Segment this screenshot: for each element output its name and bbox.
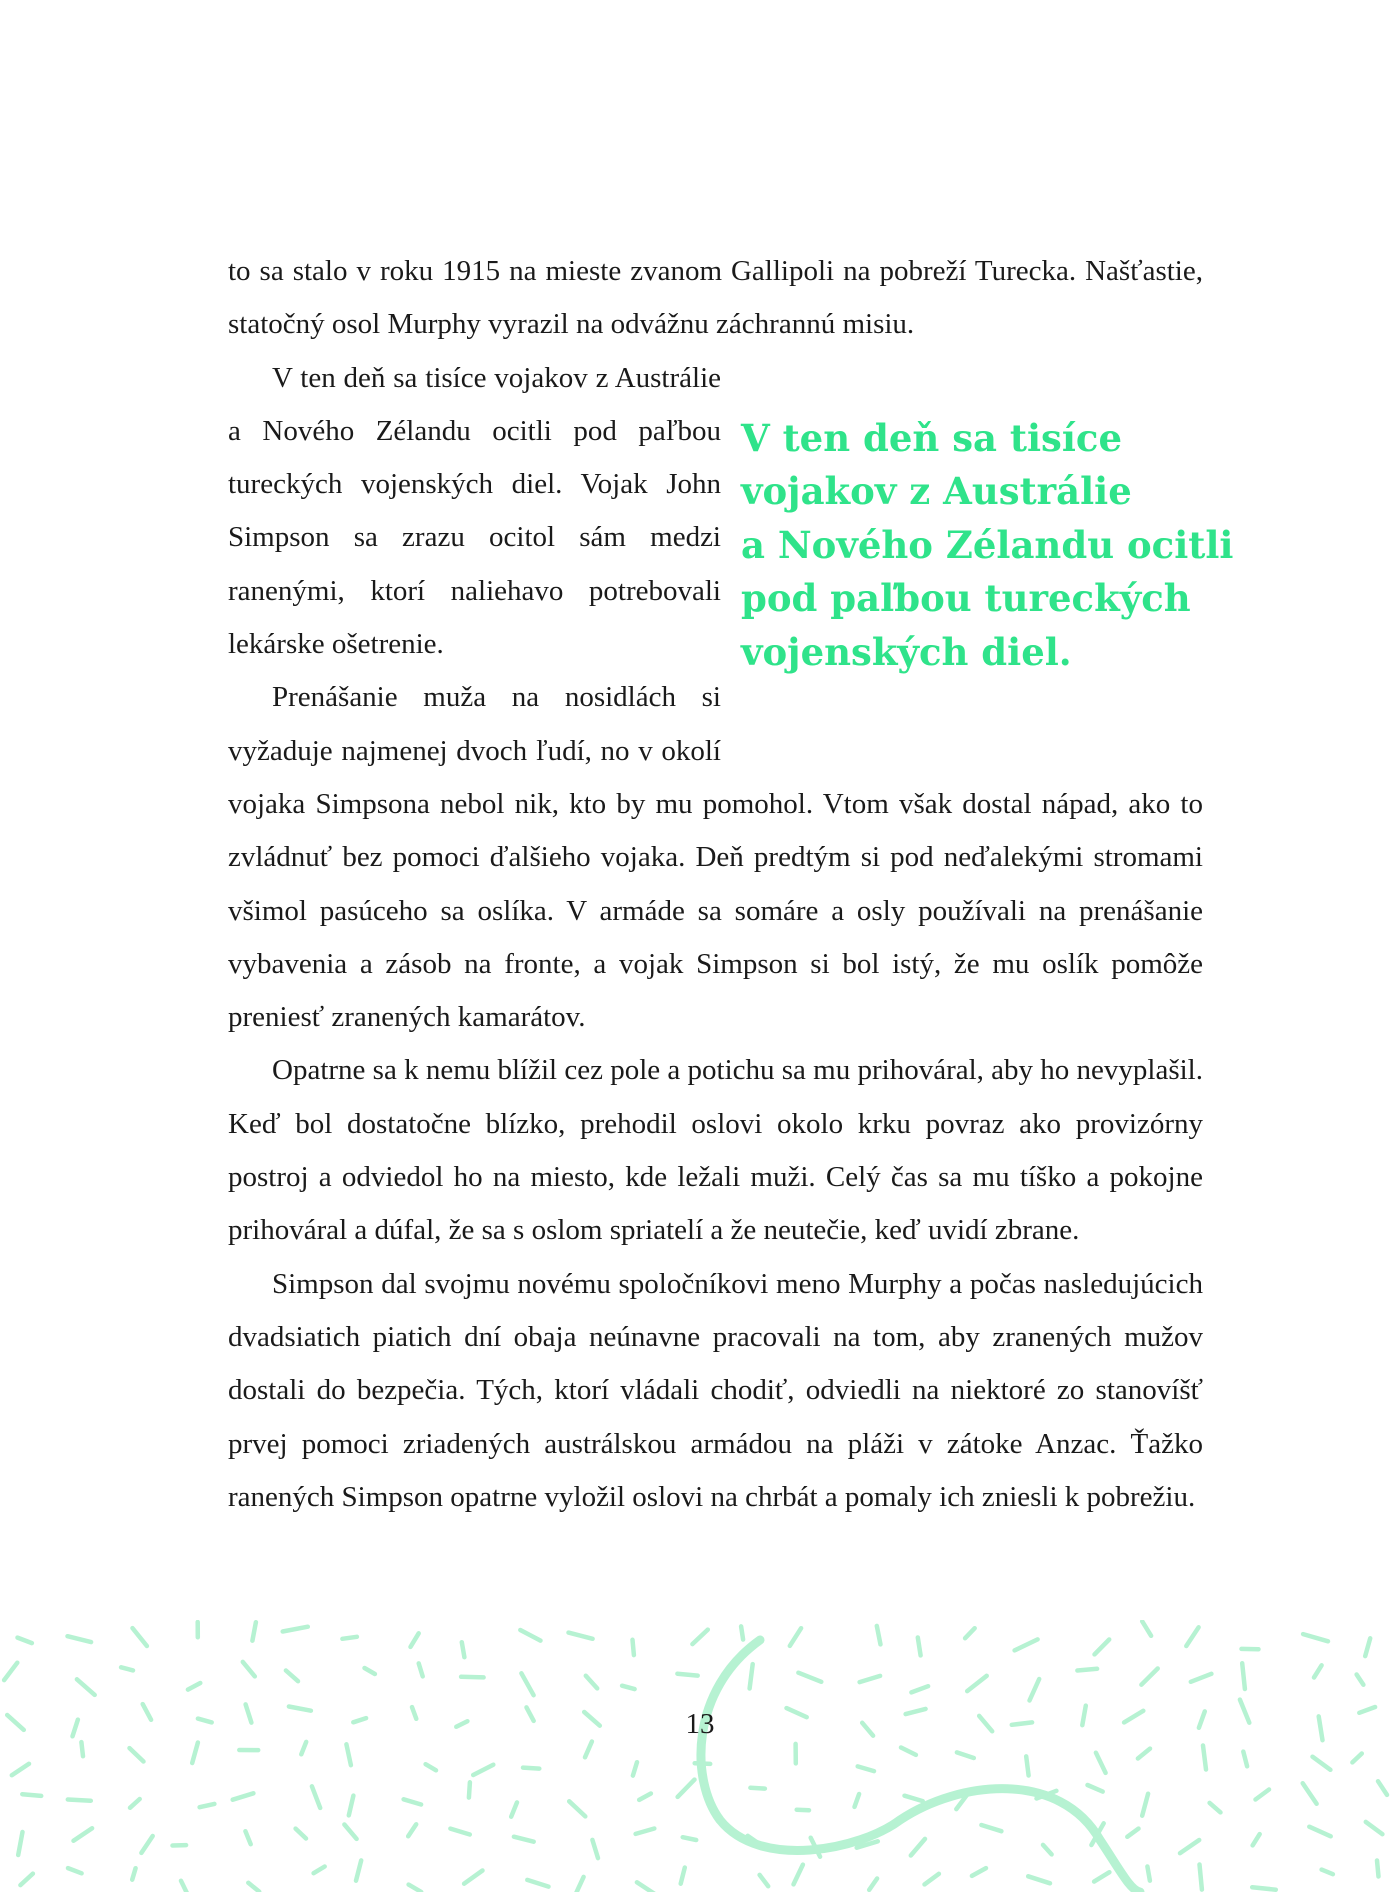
decorative-dash: [1028, 1876, 1050, 1883]
decorative-dash: [520, 1630, 540, 1641]
decorative-dash: [586, 1676, 597, 1689]
decorative-dash: [121, 1667, 133, 1670]
body-text: [228, 245, 1234, 1524]
decorative-dash: [901, 1748, 916, 1755]
decorative-dash: [192, 1743, 198, 1764]
decorative-dash: [346, 1744, 351, 1765]
decorative-dash: [408, 1824, 416, 1836]
decorative-dash: [972, 1868, 986, 1876]
decorative-dash: [741, 1626, 743, 1639]
decorative-dash: [569, 1633, 593, 1639]
decorative-dash: [132, 1868, 135, 1880]
decorative-dash: [925, 1874, 939, 1885]
decorative-dash: [683, 1837, 697, 1840]
decorative-dash: [130, 1748, 144, 1761]
decorative-dash: [344, 1825, 356, 1839]
decorative-dash: [81, 1742, 83, 1756]
decorative-dash: [1180, 1840, 1199, 1853]
decorative-dash: [855, 1794, 860, 1807]
pull-quote: [741, 352, 1234, 742]
decorative-dash: [1200, 1865, 1202, 1890]
decorative-dash: [1138, 1749, 1150, 1759]
decorative-dash: [860, 1676, 881, 1682]
decorative-dash: [68, 1868, 82, 1873]
decorative-dash: [1186, 1627, 1198, 1646]
decorative-dash: [141, 1836, 152, 1853]
decorative-dash: [1303, 1783, 1317, 1804]
pull-quote-line: a Nového Zélandu ocitli: [741, 522, 1234, 567]
decorative-dash: [760, 1875, 769, 1886]
decorative-dash: [798, 1673, 821, 1682]
decorative-dash: [296, 1829, 306, 1839]
decorative-dash: [252, 1622, 256, 1641]
decorative-dash: [301, 1742, 306, 1754]
decorative-dash: [1015, 1639, 1038, 1650]
decorative-dash: [523, 1768, 539, 1769]
decorative-dash: [464, 1871, 482, 1884]
decorative-dash: [283, 1627, 308, 1632]
decorative-dash: [622, 1686, 635, 1689]
decorative-dash: [314, 1867, 325, 1874]
decorative-dash: [342, 1637, 357, 1639]
decorative-dash: [633, 1640, 634, 1655]
decorative-dash: [233, 1793, 254, 1799]
decorative-dash: [473, 1765, 493, 1775]
decorative-dash: [678, 1780, 695, 1797]
decorative-dash: [181, 1881, 189, 1892]
decorative-dash: [1094, 1872, 1109, 1881]
pull-quote-line: V ten deň sa tisíce: [741, 415, 1122, 460]
decorative-dash: [981, 1825, 1001, 1831]
pull-quote-line: vojenských diel.: [741, 629, 1072, 674]
decorative-dash: [1077, 1669, 1097, 1671]
decorative-dash: [911, 1686, 928, 1692]
decorative-dash: [133, 1628, 147, 1646]
decorative-dash: [248, 1883, 259, 1892]
decorative-dash: [1095, 1640, 1110, 1655]
decorative-dash: [74, 1828, 93, 1841]
decorative-dash: [200, 1804, 215, 1807]
decorative-dash: [1026, 1756, 1028, 1775]
decorative-dash: [1309, 1827, 1330, 1837]
decorative-dash: [426, 1764, 436, 1770]
decorative-dash: [1096, 1753, 1106, 1773]
paragraph-1: to sa stalo v roku 1915 na mieste zvanom Gallipoli na pobreží Turecka. Našťastie, statočný osol Murphy vyrazil na odvážnu záchrannú misiu.: [228, 255, 1203, 341]
decorative-dash: [794, 1865, 803, 1885]
decorative-dash: [18, 1638, 32, 1644]
decorative-dash: [592, 1840, 598, 1858]
decorative-dash: [877, 1626, 881, 1645]
decorative-dash: [521, 1673, 533, 1695]
decorative-dash: [750, 1788, 765, 1789]
decorative-dash: [1357, 1675, 1364, 1685]
decorative-dash: [1191, 1674, 1212, 1682]
decorative-dash: [461, 1677, 484, 1678]
decorative-dash: [188, 1683, 200, 1690]
decorative-dash: [1147, 1867, 1150, 1881]
swirl-line: [701, 1640, 1140, 1892]
decorative-dash: [797, 1810, 809, 1811]
decorative-dash: [1243, 1752, 1247, 1767]
decorative-dash: [469, 1782, 470, 1797]
decorative-dash: [677, 1674, 697, 1676]
decorative-dash: [68, 1636, 92, 1642]
decorative-dash: [1366, 1822, 1383, 1834]
decorative-dash: [573, 1877, 584, 1892]
decorative-dash: [750, 1664, 753, 1688]
decorative-dash: [967, 1676, 987, 1691]
decorative-dash: [639, 1794, 651, 1800]
decorative-dash: [20, 1874, 33, 1886]
decorative-dash: [918, 1638, 921, 1656]
decorative-dash: [1252, 1887, 1276, 1890]
decorative-dash: [243, 1662, 255, 1677]
decorative-dash: [1256, 1790, 1270, 1800]
paragraph-2: V ten deň sa tisíce vojakov z Austrálie a Nového Zélandu ocitli pod paľbou tureckých vojenských diel. Vojak John Simpson sa zrazu ocitol sám medzi ranenými, ktorí naliehavo potrebovali lekárske ošetrenie.: [228, 361, 721, 661]
decorative-dash: [514, 1837, 534, 1842]
decorative-dash: [245, 1831, 250, 1844]
pull-quote-line: vojakov z Austrálie: [741, 469, 1132, 514]
decorative-dash: [1030, 1679, 1040, 1701]
decorative-dash: [527, 1880, 548, 1887]
decorative-dash: [790, 1628, 801, 1646]
decorative-dash: [22, 1794, 41, 1796]
decorative-dash: [692, 1630, 707, 1645]
decorative-dash: [349, 1796, 354, 1816]
paragraph-5: Simpson dal svojmu novému spoločníkovi meno Murphy a počas nasledujúcich dvadsiatich piatich dní obaja neúnavne pracovali na tom, aby zranených mužov dostali do bezpečia. Tých, ktorí vládali chodiť, odviedli na niektoré zo stanovíšť prvej pomoci zriadených austrálskou armádou na pláži v zátoke Anzac. Ťažko ranených Simpson opatrne vyložil oslovi na chrbát a pomaly ich zniesli k pobrežiu.: [228, 1267, 1203, 1513]
decorative-dash: [12, 1764, 29, 1775]
decorative-dash: [365, 1668, 375, 1674]
decorative-dash: [585, 1742, 592, 1758]
decorative-dash: [1203, 1746, 1206, 1770]
decorative-dash: [1365, 1638, 1370, 1656]
decorative-dash: [633, 1762, 637, 1775]
decorative-dash: [1127, 1829, 1138, 1837]
paragraph-3: Prenášanie muža na nosidlách si vyžaduje najmenej dvoch ľudí, no v okolí vojaka Simpsona nebol nik, kto by mu pomohol. Vtom však dostal nápad, ako to zvládnuť bez pomoci ďalšieho vojaka. Deň predtým si pod neďalekými stromami všimol pasúceho sa oslíka. V armáde sa somáre a osly používali na prenášanie vybavenia a zásob na fronte, a vojak Simpson si bol istý, že mu oslík pomôže preniesť zranených kamarátov.: [228, 681, 1203, 1034]
decorative-dash: [411, 1633, 419, 1647]
decorative-dash: [419, 1663, 423, 1676]
decorative-dash: [68, 1800, 91, 1801]
decorative-dash: [286, 1671, 298, 1682]
decorative-dash: [858, 1766, 874, 1771]
decorative-dash: [130, 1799, 140, 1808]
decorative-dash: [1088, 1785, 1103, 1792]
decorative-dash: [356, 1860, 361, 1880]
decorative-dash: [905, 1796, 923, 1801]
decorative-dash: [869, 1879, 877, 1890]
decorative-dash: [636, 1829, 655, 1834]
decorative-dash: [1242, 1663, 1245, 1689]
decorative-dash: [511, 1802, 517, 1816]
decorative-dash: [1313, 1757, 1331, 1770]
decorative-dash: [1043, 1845, 1052, 1855]
decorative-dash: [965, 1628, 975, 1638]
decorative-dash: [1253, 1834, 1260, 1845]
decorative-dash: [1303, 1634, 1328, 1641]
decorative-dash: [1322, 1870, 1333, 1875]
decorative-dash: [569, 1801, 585, 1816]
decorative-dash: [18, 1832, 22, 1855]
decorative-dash: [77, 1679, 95, 1695]
dash-pattern-decoration: [0, 1620, 1400, 1892]
decorative-dash: [681, 1868, 685, 1884]
decorative-dash: [1378, 1781, 1387, 1795]
decorative-dash: [312, 1786, 320, 1808]
decorative-dash: [462, 1642, 465, 1657]
decorative-dash: [404, 1799, 422, 1804]
decorative-dash: [1314, 1665, 1322, 1677]
decorative-dash: [450, 1829, 469, 1835]
decorative-dash: [1377, 1861, 1379, 1877]
page-number: 13: [685, 1708, 715, 1740]
decorative-dash: [4, 1663, 17, 1680]
decorative-dash: [637, 1882, 656, 1892]
paragraph-4: Opatrne sa k nemu blížil cez pole a potichu sa mu prihováral, aby ho nevyplašil. Keď bol dostatočne blízko, prehodil oslovi okolo krku povraz ako provizórny postroj a odviedol ho na miesto, kde ležali muži. Celý čas sa mu tíško a pokojne prihováral a dúfal, že sa s oslom spriatelí a že neutečie, keď uvidí zbrane.: [228, 1054, 1203, 1247]
decorative-dash: [1142, 1794, 1148, 1816]
decorative-dash: [1352, 1754, 1361, 1763]
pull-quote-line: pod paľbou tureckých: [741, 576, 1191, 621]
decorative-dash: [911, 1839, 925, 1856]
decorative-dash: [957, 1752, 974, 1758]
decorative-dash: [409, 1885, 422, 1892]
decorative-dash: [1210, 1803, 1221, 1813]
decorative-dash: [1141, 1669, 1157, 1685]
decorative-dash: [1142, 1621, 1151, 1636]
